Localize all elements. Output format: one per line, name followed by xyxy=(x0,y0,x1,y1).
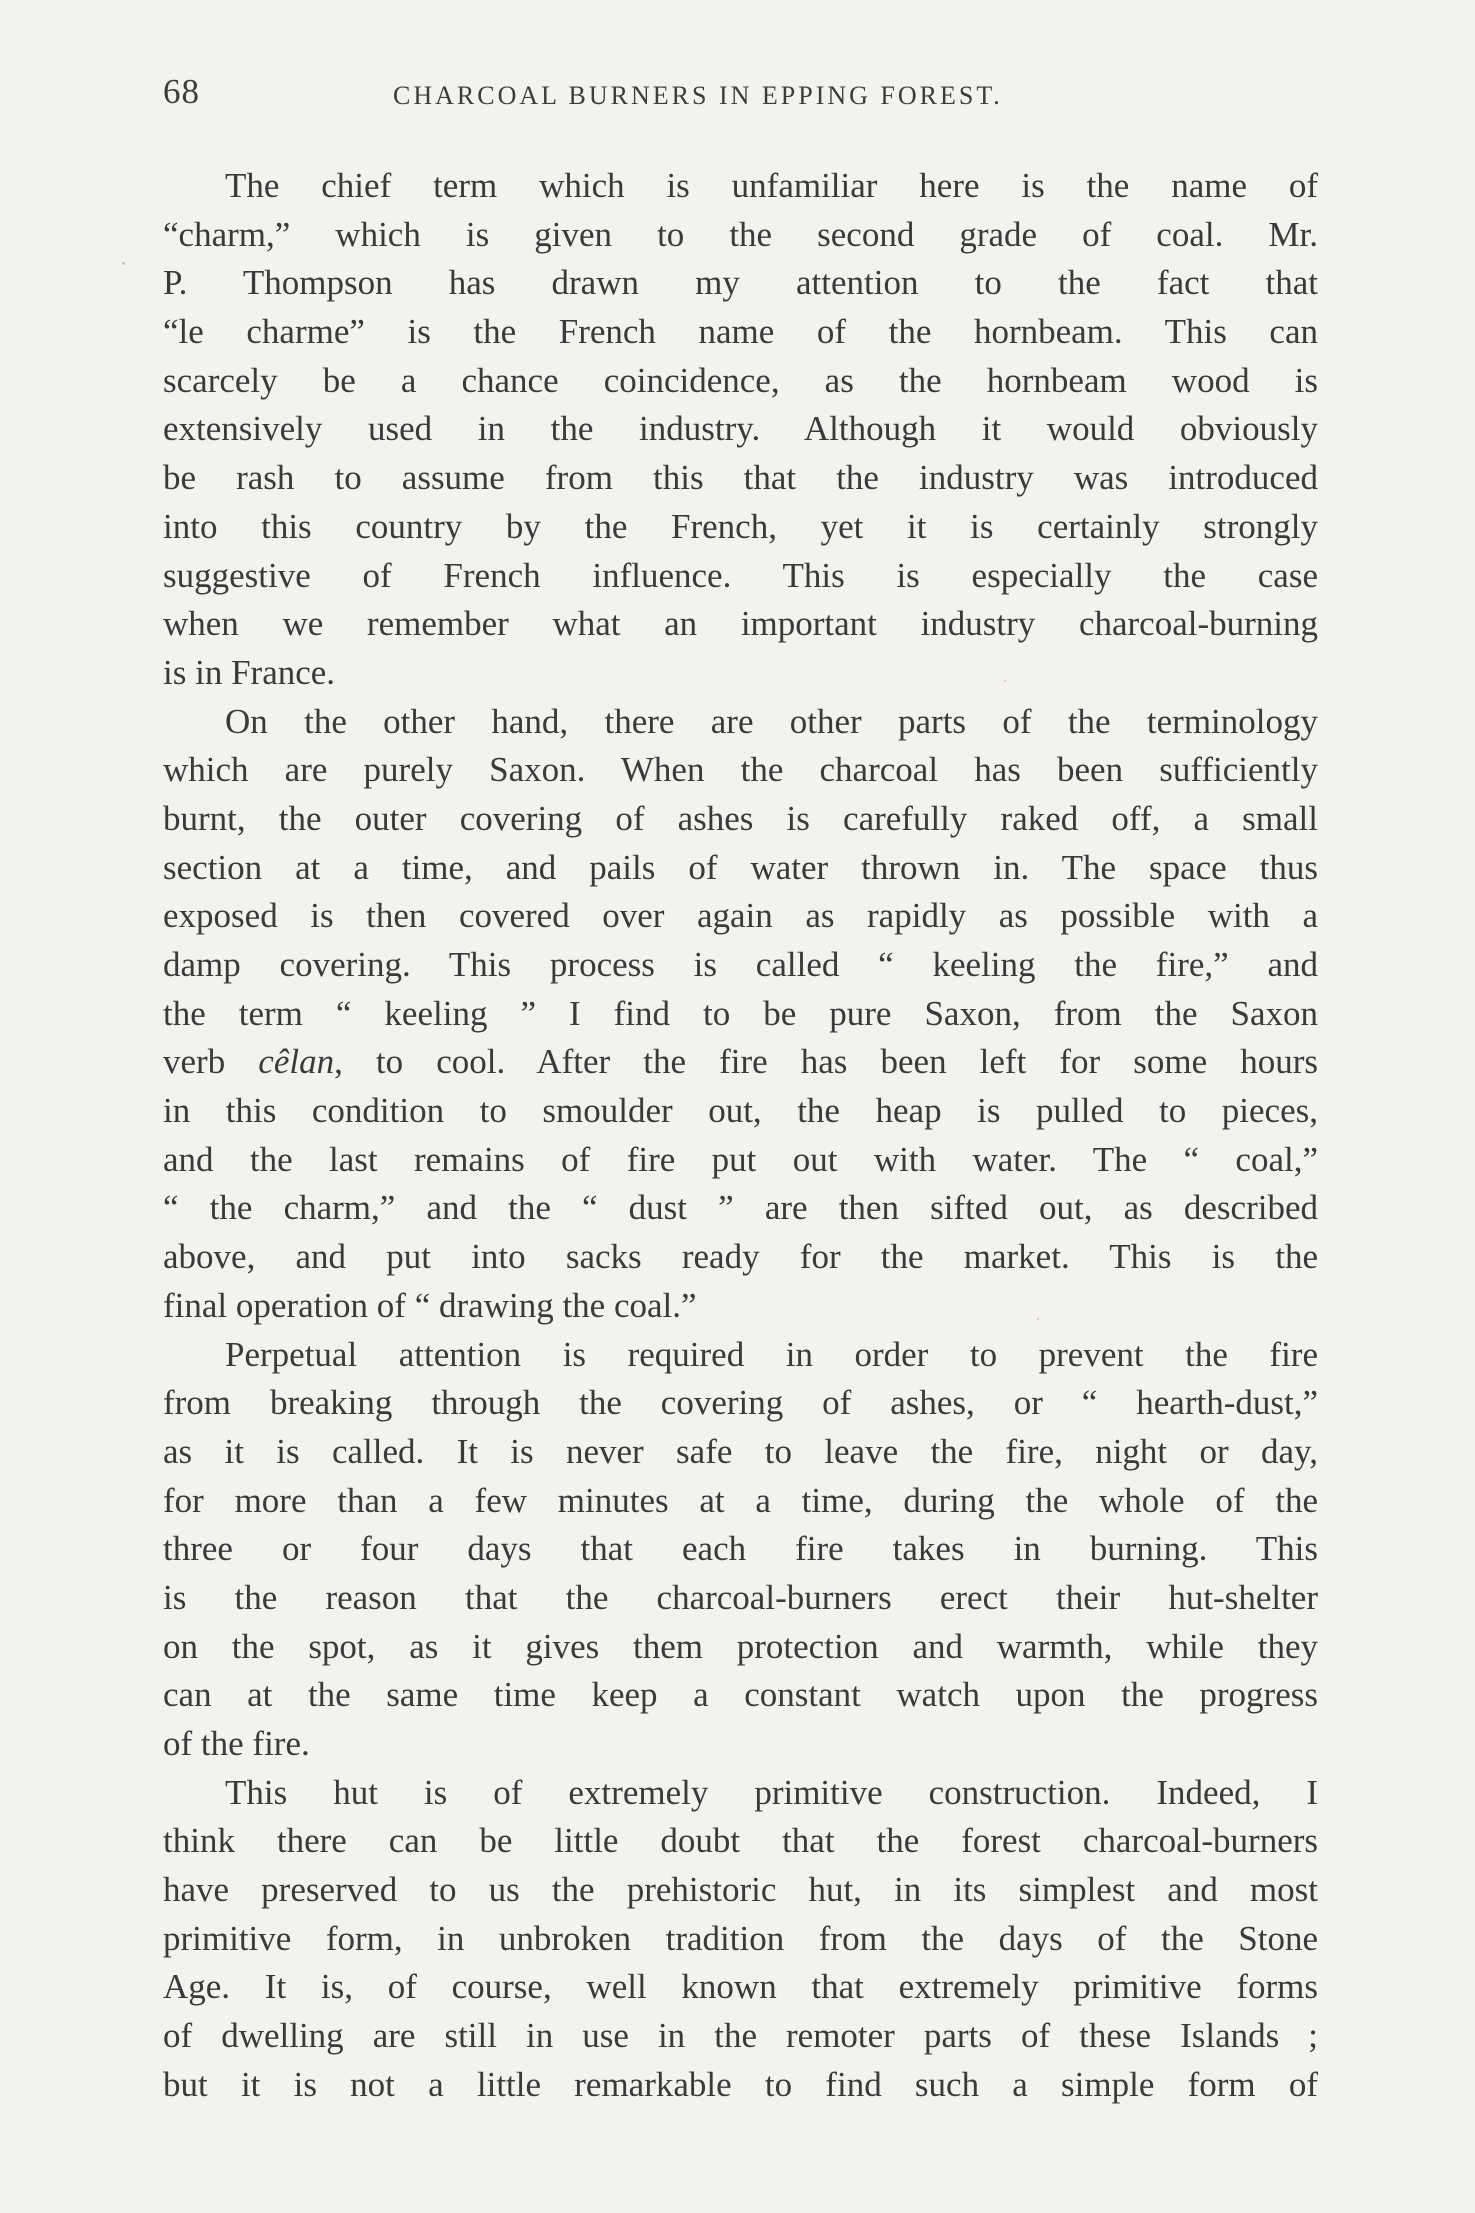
text-line: and the last remains of fire put out with water. The “ coal,” xyxy=(163,1139,1318,1179)
text-run: , to cool. After the fire has been left for some hours xyxy=(334,1042,1318,1082)
running-title: CHARCOAL BURNERS IN EPPING FOREST. xyxy=(393,81,1003,110)
text-line: as it is called. It is never safe to leave the fire, night or day, xyxy=(163,1431,1318,1471)
paper-speck xyxy=(122,262,125,265)
text-line: have preserved to us the prehistoric hut, in its simplest and most xyxy=(163,1870,1318,1910)
body-text xyxy=(163,162,1318,2110)
text-line: think there can be little doubt that the forest charcoal-burners xyxy=(163,1821,1318,1861)
paragraph xyxy=(163,698,1318,1331)
text-line: is the reason that the charcoal-burners erect their hut-shelter xyxy=(163,1577,1318,1617)
text-line: three or four days that each fire takes in burning. This xyxy=(163,1529,1318,1569)
text-line: be rash to assume from this that the industry was introduced xyxy=(163,458,1318,498)
text-line: Age. It is, of course, well known that extremely primitive forms xyxy=(163,1967,1318,2007)
text-line: On the other hand, there are other parts of the terminology xyxy=(225,701,1318,741)
text-line: which are purely Saxon. When the charcoal has been sufficiently xyxy=(163,750,1318,790)
text-line: P. Thompson has drawn my attention to the fact that xyxy=(163,263,1318,303)
paragraph xyxy=(163,162,1318,698)
text-line: extensively used in the industry. Although it would obviously xyxy=(163,409,1318,449)
text-line: burnt, the outer covering of ashes is carefully raked off, a small xyxy=(163,798,1318,838)
text-line: the term “ keeling ” I find to be pure Saxon, from the Saxon xyxy=(163,993,1318,1033)
text-line: into this country by the French, yet it is certainly strongly xyxy=(163,506,1318,546)
paragraph xyxy=(163,1331,1318,1769)
text-line: can at the same time keep a constant watch upon the progress xyxy=(163,1675,1318,1715)
text-line: from breaking through the covering of ashes, or “ hearth-dust,” xyxy=(163,1383,1318,1423)
text-line: when we remember what an important industry charcoal-burning xyxy=(163,604,1318,644)
text-line: on the spot, as it gives them protection and warmth, while they xyxy=(163,1626,1318,1666)
text-line: scarcely be a chance coincidence, as the hornbeam wood is xyxy=(163,360,1318,400)
text-line: of dwelling are still in use in the remoter parts of these Islands ; xyxy=(163,2016,1318,2056)
text-run: verb xyxy=(163,1042,259,1082)
text-line: “charm,” which is given to the second grade of coal. Mr. xyxy=(163,214,1318,254)
text-line xyxy=(163,1038,1318,1087)
text-line: is in France. xyxy=(163,652,336,692)
text-line: This hut is of extremely primitive construction. Indeed, I xyxy=(225,1772,1318,1812)
text-line: above, and put into sacks ready for the market. This is the xyxy=(163,1237,1318,1277)
text-line: for more than a few minutes at a time, during the whole of the xyxy=(163,1480,1318,1520)
text-line: exposed is then covered over again as rapidly as possible with a xyxy=(163,896,1318,936)
paper-speck xyxy=(1037,1318,1039,1320)
running-head xyxy=(163,72,1323,116)
text-line: “ the charm,” and the “ dust ” are then sifted out, as described xyxy=(163,1188,1318,1228)
paper-speck xyxy=(1004,680,1006,682)
text-line: Perpetual attention is required in order to prevent the fire xyxy=(225,1334,1318,1374)
paragraph xyxy=(163,1769,1318,2110)
text-line: damp covering. This process is called “ keeling the fire,” and xyxy=(163,945,1318,984)
text-line: but it is not a little remarkable to find such a simple form of xyxy=(163,2064,1318,2104)
page-number: 68 xyxy=(163,72,200,111)
text-line: final operation of “ drawing the coal.” xyxy=(163,1285,697,1325)
italic-word: cêlan xyxy=(258,1042,335,1082)
text-line: suggestive of French influence. This is especially the case xyxy=(163,555,1318,595)
text-line: The chief term which is unfamiliar here is the name of xyxy=(225,166,1318,205)
text-line: “le charme” is the French name of the hornbeam. This can xyxy=(163,312,1318,352)
text-line: section at a time, and pails of water thrown in. The space thus xyxy=(163,847,1318,887)
text-line: in this condition to smoulder out, the heap is pulled to pieces, xyxy=(163,1091,1318,1131)
text-line: primitive form, in unbroken tradition from the days of the Stone xyxy=(163,1918,1318,1958)
text-line: of the fire. xyxy=(163,1724,310,1763)
